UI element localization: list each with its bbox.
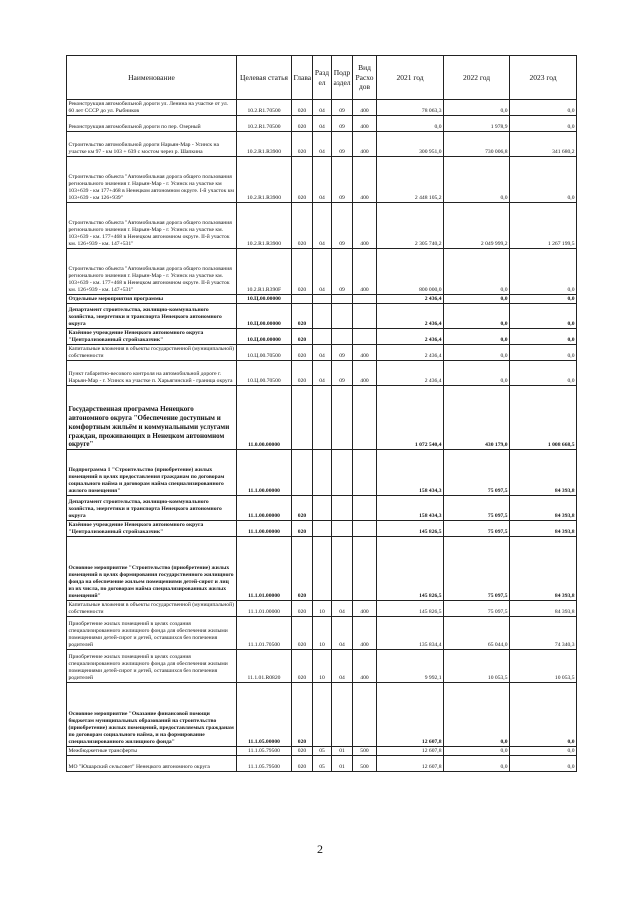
table-row [67,496,577,521]
col-header-subsection: Подр аздел [332,56,353,100]
cell-name: Подпрограмма 1 "Строительство (приобретение) жилых помещений в целях предоставления гражданам по договорам социального найма и договорам найма специализированного жилого помещения" [67,450,237,496]
col-header-section: Разд ел [313,56,332,100]
col-header-name: Наименование [67,56,237,100]
table-row [67,450,577,496]
col-header-expense-type: Вид Расхо дов [353,56,377,100]
cell-name: Строительство объекта "Автомобильная дорога общего пользования регионального значения г. Нарьян-Мар - г. Усинск на участке км 103+639 - км 177+468 в Ненецком автономном округе. I-й участок км 103+639 - км 126+939" [67,157,237,203]
cell-2022: 0,0 [444,747,510,756]
cell-2022: 0,0 [444,295,510,304]
cell-name: Департамент строительства, жилищно-коммунального хозяйства, энергетики и транспорта Ненецкого автономного округа [67,496,237,521]
cell-expense-type [353,521,377,537]
cell-article: 10.Ц.00.00000 [237,295,292,304]
cell-2022: 65 044,0 [444,617,510,650]
cell-chapter [292,386,313,450]
table-row [67,203,577,249]
cell-article: 10.2.R1.70500 [237,100,292,116]
cell-article: 10.2.R1.R3900 [237,203,292,249]
cell-2021: 1 072 540,4 [377,386,444,450]
table-row [67,249,577,295]
cell-chapter: 020 [292,329,313,345]
cell-expense-type [353,496,377,521]
cell-name: Капитальные вложения в объекты государственной (муниципальной) собственности [67,601,237,617]
cell-2022: 730 006,8 [444,132,510,157]
cell-expense-type: 500 [353,756,377,772]
table-row [67,601,577,617]
cell-2022: 1 978,9 [444,116,510,132]
cell-article: 10.Ц.00.00000 [237,304,292,329]
cell-name: Межбюджетные трансферты [67,747,237,756]
cell-subsection [332,304,353,329]
cell-subsection [332,496,353,521]
table-row [67,747,577,756]
cell-subsection [332,683,353,747]
cell-expense-type: 400 [353,361,377,386]
cell-name: МО "Юшарский сельсовет" Ненецкого автономного округа [67,756,237,772]
budget-table [66,55,577,772]
cell-chapter: 020 [292,361,313,386]
cell-2022: 0,0 [444,329,510,345]
cell-name: Казённое учреждение Ненецкого автономного округа "Централизованный стройзаказчик" [67,521,237,537]
cell-expense-type: 400 [353,203,377,249]
cell-2023: 84 393,8 [510,521,577,537]
cell-chapter: 020 [292,521,313,537]
cell-expense-type: 400 [353,617,377,650]
cell-section [313,683,332,747]
cell-article: 11.1.01.70500 [237,617,292,650]
cell-2021: 135 834,4 [377,617,444,650]
cell-2021: 145 826,5 [377,537,444,601]
cell-2021: 2 436,4 [377,345,444,361]
cell-name: Реконструкция автомобильной дороги ул. Ленина на участке от ул. 60 лет СССР до ул. Рыбников [67,100,237,116]
cell-section [313,295,332,304]
cell-article: 11.1.00.00000 [237,496,292,521]
col-header-chapter: Глава [292,56,313,100]
table-row [67,329,577,345]
cell-expense-type: 400 [353,650,377,683]
cell-subsection [332,521,353,537]
cell-2023: 0,0 [510,304,577,329]
cell-section: 04 [313,100,332,116]
cell-2021: 2 305 740,2 [377,203,444,249]
cell-name: Строительство автомобильной дороги Нарьян-Мар - Усинск на участке км 97 - км 103 + 639 с мостом через р. Шапкина [67,132,237,157]
cell-name: Приобретение жилых помещений в целях создания специализированного жилищного фонда для обеспечения жилыми помещениями детей-сирот и детей, оставшихся без попечения родителей [67,650,237,683]
cell-article: 11.1.01.00000 [237,601,292,617]
cell-section: 04 [313,203,332,249]
cell-section [313,386,332,450]
cell-2022: 0,0 [444,249,510,295]
cell-subsection [332,386,353,450]
col-header-article: Целевая статья [237,56,292,100]
cell-2023: 0,0 [510,157,577,203]
cell-2023: 0,0 [510,295,577,304]
cell-section [313,450,332,496]
cell-chapter: 020 [292,747,313,756]
cell-section: 10 [313,617,332,650]
cell-subsection: 09 [332,116,353,132]
cell-subsection: 01 [332,747,353,756]
cell-2021: 12 607,8 [377,756,444,772]
cell-subsection: 09 [332,203,353,249]
cell-2023: 84 393,8 [510,450,577,496]
cell-article: 10.2.R1.R3900 [237,157,292,203]
cell-chapter [292,450,313,496]
cell-section: 04 [313,345,332,361]
cell-chapter: 020 [292,617,313,650]
cell-2022: 75 097,5 [444,496,510,521]
cell-chapter: 020 [292,496,313,521]
cell-name: Строительство объекта "Автомобильная дорога общего пользования регионального значения г. Нарьян-Мар - г. Усинск на участке км. 103+639 - км. 177+468 в Ненецком автономном округе. II-й участок км. 126+939 - км. 147+531" [67,203,237,249]
page-number: 2 [317,842,323,856]
cell-name: Реконструкция автомобильной дороги по пер. Озерный [67,116,237,132]
cell-2021: 2 436,4 [377,329,444,345]
cell-2021: 2 436,4 [377,295,444,304]
col-header-2022: 2022 год [444,56,510,100]
cell-2021: 2 436,4 [377,361,444,386]
cell-subsection: 01 [332,756,353,772]
cell-2022: 2 049 999,2 [444,203,510,249]
cell-name: Казённое учреждение Ненецкого автономного округа "Централизованный стройзаказчик" [67,329,237,345]
cell-2021: 145 826,5 [377,521,444,537]
cell-article: 10.Ц.00.00000 [237,329,292,345]
cell-2023: 1 008 668,5 [510,386,577,450]
cell-2022: 0,0 [444,157,510,203]
cell-2021: 0,0 [377,116,444,132]
col-header-2021: 2021 год [377,56,444,100]
cell-2022: 75 097,5 [444,450,510,496]
cell-chapter [292,295,313,304]
cell-chapter: 020 [292,537,313,601]
cell-2021: 12 607,8 [377,683,444,747]
cell-2021: 12 607,8 [377,747,444,756]
cell-subsection [332,295,353,304]
cell-2022: 75 097,5 [444,537,510,601]
cell-section: 04 [313,132,332,157]
cell-name: Приобретение жилых помещений в целях создания специализированного жилищного фонда для обеспечения жилыми помещениями детей-сирот и детей, оставшихся без попечения родителей [67,617,237,650]
table-row [67,304,577,329]
cell-2023: 84 393,8 [510,496,577,521]
cell-subsection [332,537,353,601]
cell-section: 10 [313,650,332,683]
cell-2023: 1 267 199,5 [510,203,577,249]
cell-section: 04 [313,116,332,132]
cell-section [313,329,332,345]
cell-expense-type: 400 [353,249,377,295]
cell-2022: 75 097,5 [444,521,510,537]
cell-subsection: 04 [332,617,353,650]
cell-2021: 78 063,3 [377,100,444,116]
table-row [67,345,577,361]
table-row [67,386,577,450]
cell-section [313,304,332,329]
table-row [67,116,577,132]
cell-chapter: 020 [292,132,313,157]
cell-2021: 300 951,0 [377,132,444,157]
cell-2022: 10 053,5 [444,650,510,683]
cell-expense-type: 500 [353,747,377,756]
cell-2023: 0,0 [510,756,577,772]
cell-name: Государственная программа Ненецкого автономного округа "Обеспечение доступным и комфортным жильём и коммунальными услугами граждан, проживающих в Ненецком автономном округе" [67,386,237,450]
cell-2023: 341 680,2 [510,132,577,157]
cell-subsection [332,450,353,496]
cell-chapter: 020 [292,116,313,132]
cell-2022: 0,0 [444,683,510,747]
cell-expense-type: 400 [353,116,377,132]
cell-2022: 0,0 [444,100,510,116]
col-header-2023: 2023 год [510,56,577,100]
cell-article: 11.1.01.00000 [237,537,292,601]
cell-name: Основное мероприятие "Оказание финансовой помощи бюджетам муниципальных образований на строительство (приобретение) жилых помещений, предоставляемых гражданам по договорам социального найма, и на формирование специализированного жилищного фонда" [67,683,237,747]
cell-name: Капитальные вложения в объекты государственной (муниципальной) собственности [67,345,237,361]
cell-2023: 10 053,5 [510,650,577,683]
table-row [67,650,577,683]
cell-chapter: 020 [292,756,313,772]
cell-2021: 2 436,4 [377,304,444,329]
cell-2022: 0,0 [444,361,510,386]
table-row [67,132,577,157]
cell-chapter: 020 [292,157,313,203]
cell-expense-type: 400 [353,345,377,361]
cell-article: 10.2.R1.70500 [237,116,292,132]
cell-2022: 0,0 [444,756,510,772]
table-row [67,100,577,116]
cell-2023: 0,0 [510,683,577,747]
cell-article: 11.1.01.R0820 [237,650,292,683]
table-row [67,617,577,650]
cell-article: 11.1.05.00000 [237,683,292,747]
cell-name: Пункт габаритно-весового контроля на автомобильной дороге г. Нарьян-Мар - г. Усинск на участке п. Харьягинский - граница округа [67,361,237,386]
table-row [67,683,577,747]
cell-expense-type: 400 [353,100,377,116]
cell-article: 10.Ц.00.70500 [237,361,292,386]
cell-chapter: 020 [292,345,313,361]
cell-subsection [332,329,353,345]
table-row [67,521,577,537]
cell-2023: 0,0 [510,747,577,756]
cell-chapter: 020 [292,683,313,747]
cell-section: 05 [313,747,332,756]
cell-expense-type [353,450,377,496]
cell-2023: 0,0 [510,361,577,386]
cell-2021: 2 448 105,2 [377,157,444,203]
cell-section [313,496,332,521]
table-row [67,295,577,304]
cell-2022: 0,0 [444,345,510,361]
cell-2021: 9 992,1 [377,650,444,683]
cell-2023: 0,0 [510,345,577,361]
cell-2023: 0,0 [510,116,577,132]
cell-section: 04 [313,361,332,386]
cell-subsection: 04 [332,650,353,683]
cell-2023: 0,0 [510,100,577,116]
cell-expense-type [353,386,377,450]
cell-chapter: 020 [292,100,313,116]
table-row [67,157,577,203]
cell-article: 10.2.R1.R3900 [237,132,292,157]
cell-section [313,521,332,537]
cell-expense-type [353,537,377,601]
cell-name: Основное мероприятие "Строительство (приобретение) жилых помещений в целях формирования государственного жилищного фонда на обеспечение жильем помещениями детей-сирот и лиц из их числа, по договорам найма специализированных жилых помещений" [67,537,237,601]
cell-name: Отдельные мероприятия программы [67,295,237,304]
cell-chapter: 020 [292,203,313,249]
cell-expense-type: 400 [353,157,377,203]
cell-expense-type [353,683,377,747]
cell-2021: 158 434,3 [377,450,444,496]
cell-name: Департамент строительства, жилищно-коммунального хозяйства, энергетики и транспорта Ненецкого автономного округа [67,304,237,329]
cell-subsection: 09 [332,100,353,116]
cell-2021: 158 434,3 [377,496,444,521]
cell-expense-type [353,329,377,345]
cell-chapter: 020 [292,601,313,617]
cell-2022: 0,0 [444,304,510,329]
cell-2023: 84 393,8 [510,601,577,617]
cell-article: 10.2.R1.R390F [237,249,292,295]
cell-name: Строительство объекта "Автомобильная дорога общего пользования регионального значения г. Нарьян-Мар - г. Усинск на участке км. 103+639 - км. 177+468 в Ненецком автономном округе. II-й участок км. 126+939 - км. 147+531" [67,249,237,295]
cell-article: 11.1.05.79500 [237,747,292,756]
cell-section: 10 [313,601,332,617]
cell-2021: 145 826,5 [377,601,444,617]
cell-section: 04 [313,157,332,203]
cell-subsection: 09 [332,345,353,361]
cell-2023: 74 340,3 [510,617,577,650]
table-row [67,361,577,386]
cell-section [313,537,332,601]
cell-expense-type [353,304,377,329]
cell-subsection: 09 [332,249,353,295]
cell-subsection: 09 [332,132,353,157]
cell-article: 10.Ц.00.70500 [237,345,292,361]
cell-article: 11.1.00.00000 [237,450,292,496]
table-row [67,537,577,601]
table-row [67,756,577,772]
cell-subsection: 09 [332,157,353,203]
cell-article: 11.0.00.00000 [237,386,292,450]
cell-chapter: 020 [292,249,313,295]
cell-article: 11.1.00.00000 [237,521,292,537]
cell-section: 04 [313,249,332,295]
cell-chapter: 020 [292,304,313,329]
cell-2022: 430 179,0 [444,386,510,450]
cell-chapter: 020 [292,650,313,683]
cell-2023: 84 393,8 [510,537,577,601]
cell-2021: 800 000,0 [377,249,444,295]
table-body [67,100,577,772]
cell-2023: 0,0 [510,329,577,345]
cell-2022: 75 097,5 [444,601,510,617]
cell-subsection: 09 [332,361,353,386]
cell-expense-type [353,295,377,304]
cell-2023: 0,0 [510,249,577,295]
cell-subsection: 04 [332,601,353,617]
cell-expense-type: 400 [353,132,377,157]
cell-section: 05 [313,756,332,772]
cell-expense-type: 400 [353,601,377,617]
cell-article: 11.1.05.79500 [237,756,292,772]
